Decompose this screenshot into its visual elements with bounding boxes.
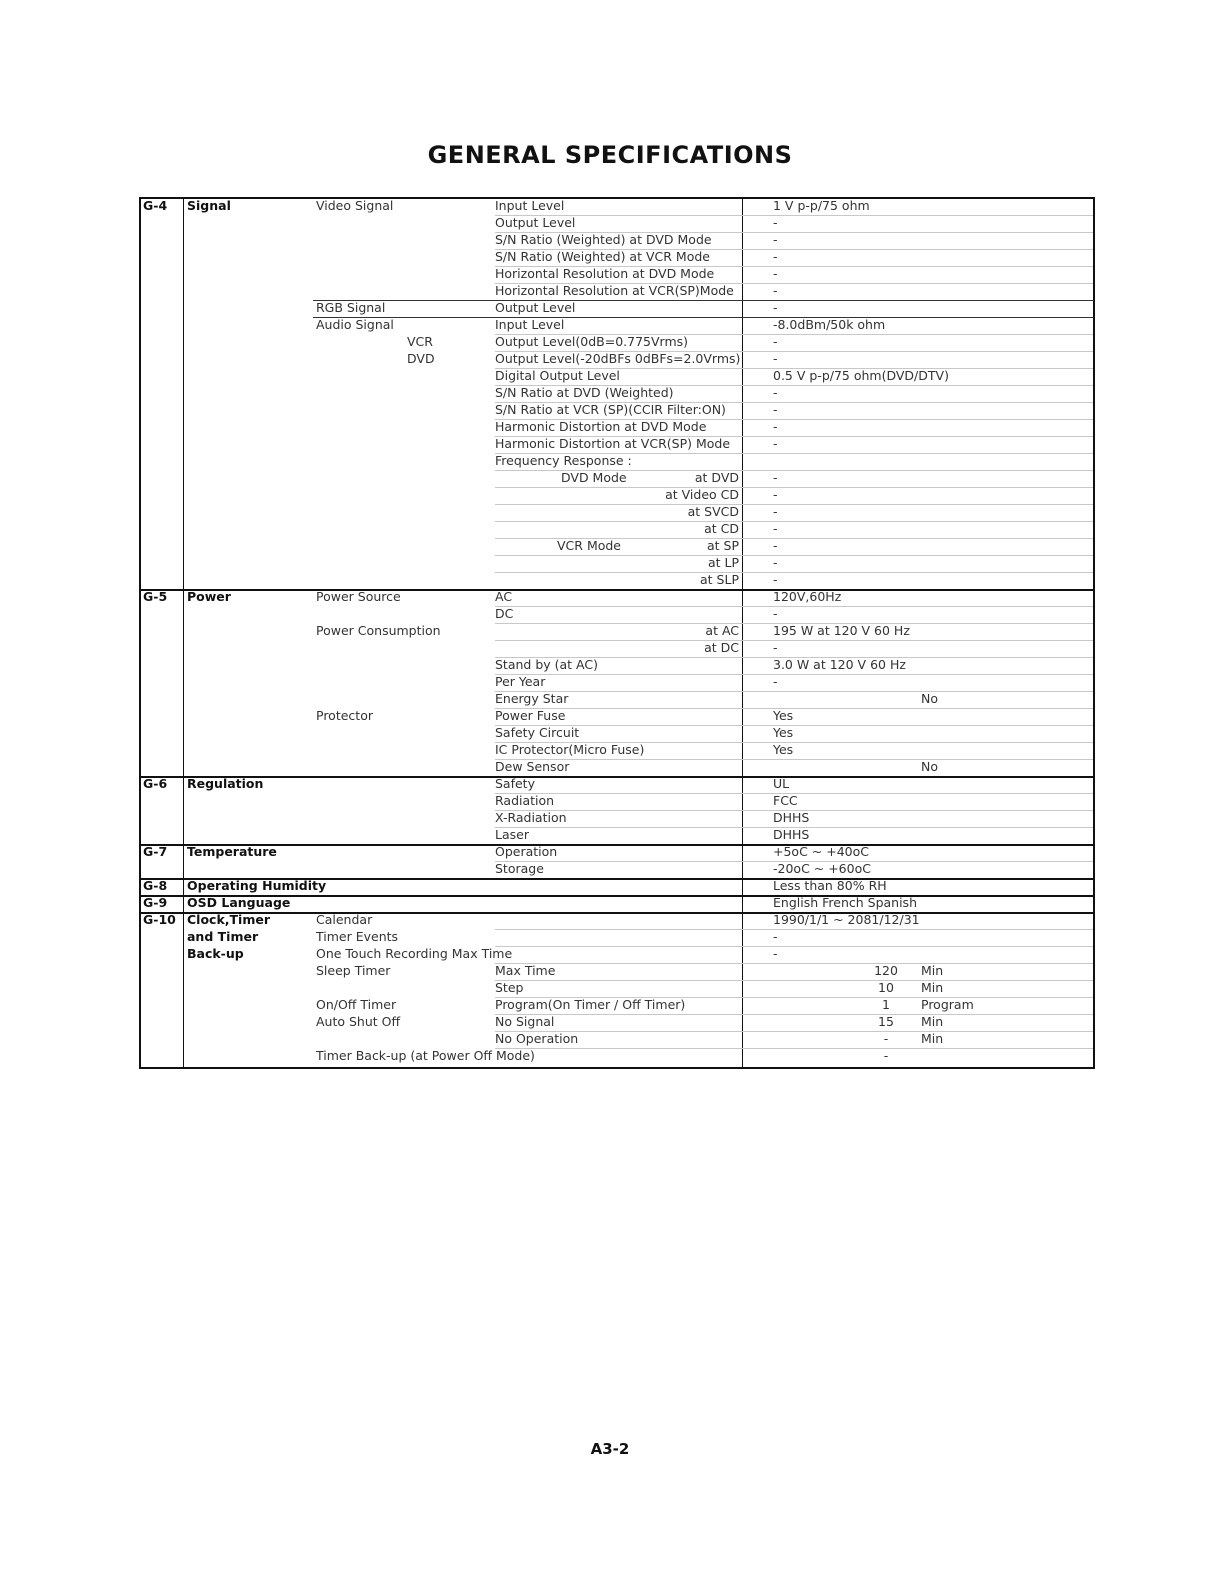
table-row-divider [313, 317, 1093, 318]
section-category: Temperature [187, 844, 277, 859]
spec-value: -20oC ~ +60oC [773, 861, 871, 876]
section-category: Operating Humidity [187, 878, 327, 893]
spec-parameter: Per Year [495, 674, 546, 689]
spec-parameter: No Signal [495, 1014, 555, 1029]
spec-item: Timer Back-up (at Power Off Mode) [316, 1048, 535, 1063]
spec-number: 15 [878, 1014, 894, 1029]
spec-value: - [773, 487, 778, 502]
spec-value: - [773, 504, 778, 519]
spec-value: 120V,60Hz [773, 589, 842, 604]
spec-value: - [773, 436, 778, 451]
spec-value: - [773, 419, 778, 434]
spec-value: - [773, 555, 778, 570]
spec-item: On/Off Timer [316, 997, 397, 1012]
table-row-divider [495, 963, 1093, 964]
spec-parameter: DC [495, 606, 514, 621]
spec-mode: DVD Mode [561, 470, 627, 485]
section-code: G-9 [143, 895, 168, 910]
spec-value: Yes [773, 742, 794, 757]
section-category: Power [187, 589, 231, 604]
spec-parameter: Laser [495, 827, 529, 842]
spec-value: - [773, 232, 778, 247]
spec-parameter: No Operation [495, 1031, 579, 1046]
spec-item: Sleep Timer [316, 963, 391, 978]
spec-value: - [773, 674, 778, 689]
spec-value: 0.5 V p-p/75 ohm(DVD/DTV) [773, 368, 949, 383]
spec-value: 1990/1/1 ~ 2081/12/31 [773, 912, 920, 927]
spec-number: 1 [882, 997, 890, 1012]
spec-parameter: Storage [495, 861, 544, 876]
section-code: G-4 [143, 198, 168, 213]
spec-value: - [773, 606, 778, 621]
spec-parameter: IC Protector(Micro Fuse) [495, 742, 645, 757]
spec-value: - [773, 351, 778, 366]
spec-parameter: Radiation [495, 793, 555, 808]
section-code: G-10 [143, 912, 176, 927]
spec-value: Yes [773, 708, 794, 723]
spec-parameter: Horizontal Resolution at DVD Mode [495, 266, 715, 281]
spec-parameter: S/N Ratio at VCR (SP)(CCIR Filter:ON) [495, 402, 726, 417]
spec-parameter: X-Radiation [495, 810, 567, 825]
spec-parameter: Power Fuse [495, 708, 566, 723]
spec-value: DHHS [773, 827, 810, 842]
spec-value: - [773, 538, 778, 553]
specifications-table [139, 197, 1095, 1069]
spec-value: - [773, 300, 778, 315]
table-row-divider [141, 844, 1093, 846]
spec-item: Calendar [316, 912, 373, 927]
spec-parameter: Stand by (at AC) [495, 657, 598, 672]
spec-parameter: Input Level [495, 317, 565, 332]
spec-parameter: Program(On Timer / Off Timer) [495, 997, 686, 1012]
spec-value: - [773, 470, 778, 485]
table-row-divider [495, 606, 1093, 607]
spec-number: 10 [878, 980, 894, 995]
table-row-divider [495, 215, 1093, 216]
spec-value: - [773, 334, 778, 349]
section-code: G-6 [143, 776, 168, 791]
spec-parameter: Max Time [495, 963, 556, 978]
spec-value: FCC [773, 793, 798, 808]
spec-value: UL [773, 776, 790, 791]
spec-condition: at SLP [700, 572, 739, 587]
spec-parameter: Input Level [495, 198, 565, 213]
section-category: and Timer [187, 929, 259, 944]
spec-item: Video Signal [316, 198, 394, 213]
table-column-divider [183, 199, 184, 1067]
section-category: Back-up [187, 946, 244, 961]
spec-item: Protector [316, 708, 373, 723]
spec-parameter: Dew Sensor [495, 759, 570, 774]
spec-item: Power Source [316, 589, 401, 604]
spec-value: - [773, 946, 778, 961]
spec-value: - [773, 572, 778, 587]
spec-item: Auto Shut Off [316, 1014, 401, 1029]
spec-value: 3.0 W at 120 V 60 Hz [773, 657, 906, 672]
spec-parameter: S/N Ratio at DVD (Weighted) [495, 385, 674, 400]
spec-value: - [773, 249, 778, 264]
table-row-divider [495, 980, 1093, 981]
spec-parameter: Safety Circuit [495, 725, 580, 740]
spec-value: 195 W at 120 V 60 Hz [773, 623, 910, 638]
spec-value: - [773, 266, 778, 281]
spec-value: English French Spanish [773, 895, 917, 910]
spec-value: - [773, 521, 778, 536]
spec-parameter: Output Level(-20dBFs 0dBFs=2.0Vrms) [495, 351, 741, 366]
spec-condition: at DC [704, 640, 739, 655]
spec-parameter: AC [495, 589, 513, 604]
table-row-divider [141, 776, 1093, 778]
spec-value: -8.0dBm/50k ohm [773, 317, 886, 332]
section-category: Regulation [187, 776, 264, 791]
spec-parameter: Harmonic Distortion at VCR(SP) Mode [495, 436, 731, 451]
spec-condition: at SP [706, 538, 739, 553]
spec-parameter: Frequency Response : [495, 453, 632, 468]
spec-item: Timer Events [316, 929, 399, 944]
spec-value: - [773, 929, 778, 944]
spec-value: No [921, 691, 938, 706]
spec-item: One Touch Recording Max Time [316, 946, 513, 961]
spec-unit: Min [921, 1031, 944, 1046]
section-code: G-7 [143, 844, 168, 859]
spec-number: - [883, 1031, 889, 1046]
spec-parameter: Operation [495, 844, 558, 859]
spec-item: Power Consumption [316, 623, 441, 638]
spec-condition: at Video CD [665, 487, 739, 502]
spec-parameter: Output Level [495, 300, 576, 315]
spec-value: - [773, 640, 778, 655]
spec-parameter: Horizontal Resolution at VCR(SP)Mode [495, 283, 734, 298]
table-row-divider [495, 929, 1093, 930]
table-row-divider [141, 589, 1093, 591]
spec-value: Less than 80% RH [773, 878, 887, 893]
spec-unit: Min [921, 963, 944, 978]
spec-sub-item: DVD [407, 351, 435, 366]
section-code: G-8 [143, 878, 168, 893]
table-row-divider [495, 691, 1093, 692]
spec-parameter: Output Level [495, 215, 576, 230]
spec-condition: at LP [707, 555, 739, 570]
spec-value: - [773, 215, 778, 230]
spec-parameter: S/N Ratio (Weighted) at VCR Mode [495, 249, 710, 264]
spec-value: - [773, 385, 778, 400]
table-row-divider [313, 300, 1093, 301]
spec-parameter: Output Level(0dB=0.775Vrms) [495, 334, 689, 349]
spec-number: - [883, 1048, 889, 1063]
page-number: A3-2 [590, 1440, 630, 1458]
spec-value: No [921, 759, 938, 774]
table-row-divider [495, 759, 1093, 760]
spec-value: DHHS [773, 810, 810, 825]
spec-unit: Min [921, 980, 944, 995]
spec-value: +5oC ~ +40oC [773, 844, 869, 859]
spec-parameter: S/N Ratio (Weighted) at DVD Mode [495, 232, 712, 247]
spec-parameter: Safety [495, 776, 535, 791]
spec-unit: Program [921, 997, 974, 1012]
table-row-divider [495, 708, 1093, 709]
spec-sub-item: VCR [407, 334, 433, 349]
table-row-divider [495, 725, 1093, 726]
section-category: Signal [187, 198, 231, 213]
table-column-divider [742, 199, 743, 1067]
spec-parameter: Step [495, 980, 524, 995]
spec-condition: at SVCD [687, 504, 739, 519]
spec-unit: Min [921, 1014, 944, 1029]
table-row-divider [495, 1031, 1093, 1032]
table-row-divider [495, 674, 1093, 675]
spec-condition: at DVD [694, 470, 739, 485]
spec-parameter: Energy Star [495, 691, 569, 706]
spec-parameter: Digital Output Level [495, 368, 620, 383]
spec-condition: at CD [704, 521, 739, 536]
spec-condition: at AC [705, 623, 739, 638]
table-row-divider [495, 1014, 1093, 1015]
spec-mode: VCR Mode [557, 538, 621, 553]
section-code: G-5 [143, 589, 168, 604]
table-row-divider [495, 946, 1093, 947]
table-row-divider [495, 1048, 1093, 1049]
section-category: Clock,Timer [187, 912, 270, 927]
spec-value: 1 V p-p/75 ohm [773, 198, 870, 213]
section-category: OSD Language [187, 895, 291, 910]
spec-number: 120 [874, 963, 898, 978]
spec-parameter: Harmonic Distortion at DVD Mode [495, 419, 707, 434]
spec-item: Audio Signal [316, 317, 394, 332]
spec-value: - [773, 283, 778, 298]
spec-value: - [773, 402, 778, 417]
page-title: GENERAL SPECIFICATIONS [427, 141, 793, 169]
spec-value: Yes [773, 725, 794, 740]
spec-item: RGB Signal [316, 300, 386, 315]
table-row-divider [141, 912, 1093, 914]
